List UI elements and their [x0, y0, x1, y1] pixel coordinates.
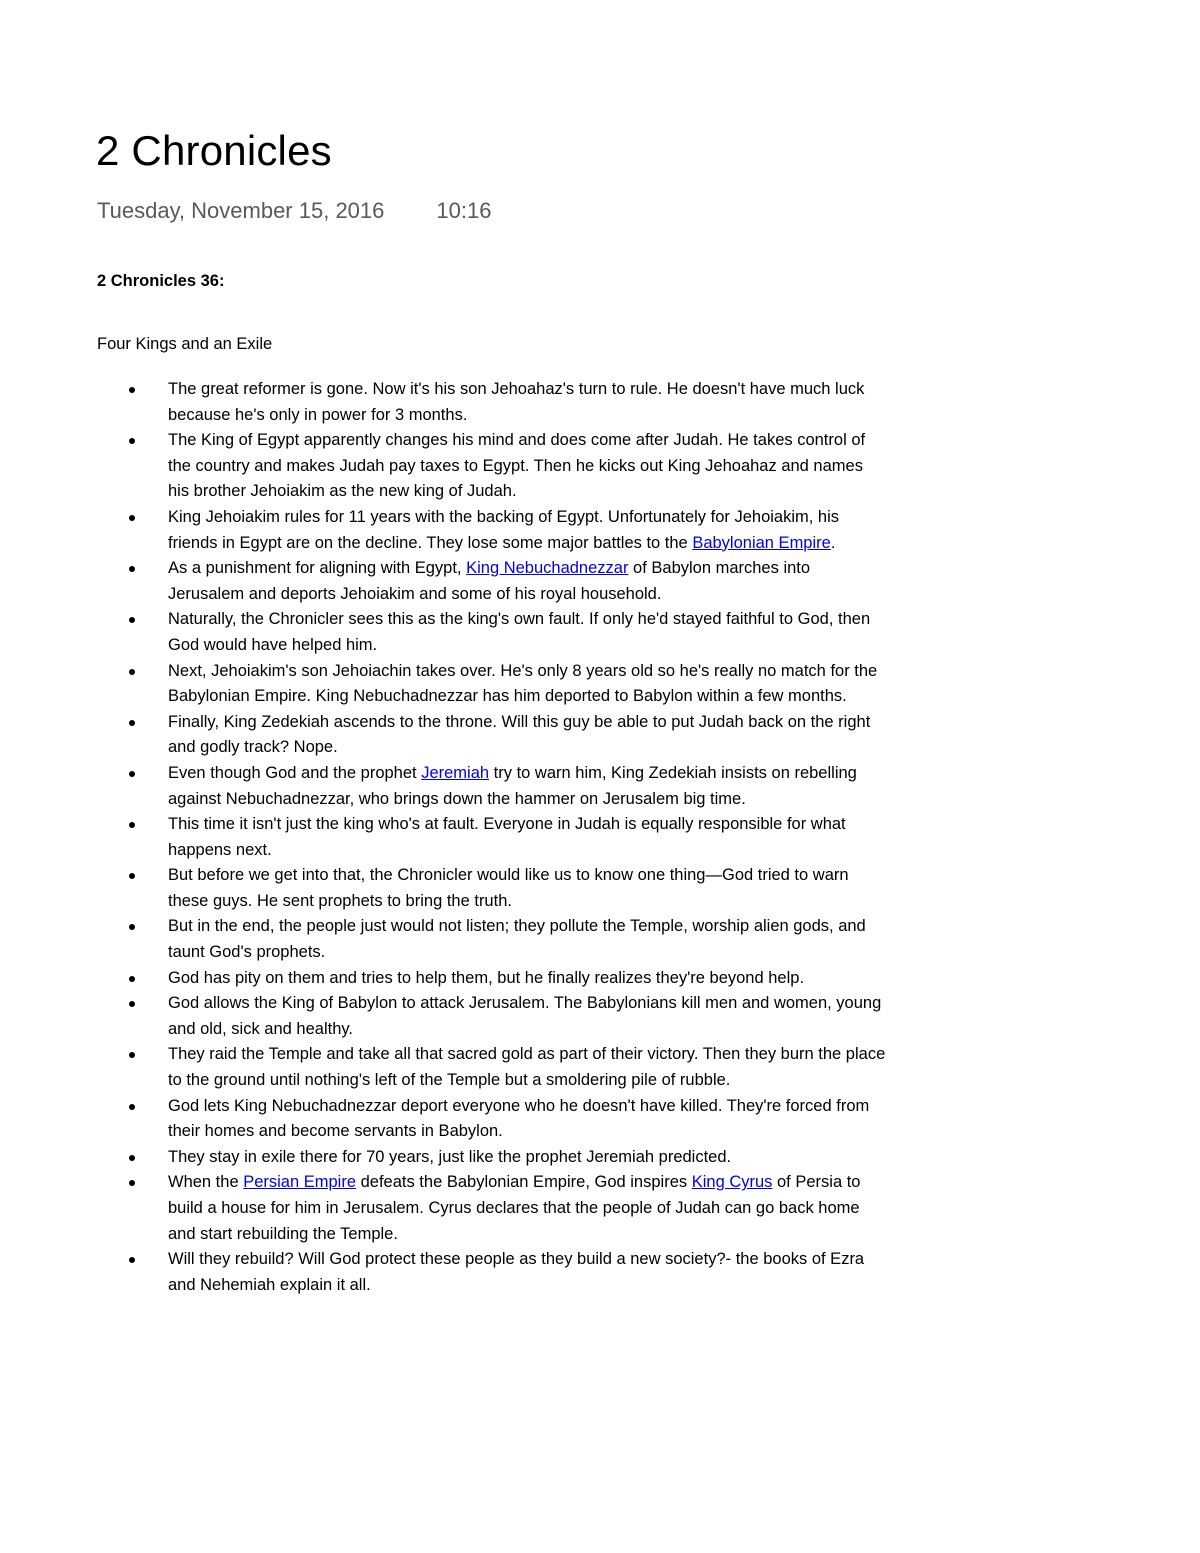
bullet-icon [129, 1001, 135, 1007]
bullet-icon [129, 515, 135, 521]
subheading: Four Kings and an Exile [97, 335, 273, 353]
inline-link[interactable]: Persian Empire [243, 1173, 357, 1192]
bullet-text: God has pity on them and tries to help them, but he finally realizes they're beyond help. [168, 968, 805, 987]
bullet-text: But in the end, the people just would not listen; they pollute the Temple, worship alien gods, and taunt God's prophets. [168, 917, 866, 962]
list-item [168, 659, 888, 710]
list-item [168, 1145, 888, 1171]
bullet-icon [129, 438, 135, 444]
bullet-text: God allows the King of Babylon to attack Jerusalem. The Babylonians kill men and women, young and old, sick and healthy. [168, 994, 882, 1038]
list-item [168, 812, 888, 863]
bullet-icon [129, 1180, 135, 1186]
list-item [168, 863, 888, 914]
inline-link[interactable]: Babylonian Empire [692, 533, 831, 552]
bullet-text: . [830, 533, 836, 552]
bullet-text: They stay in exile there for 70 years, just like the prophet Jeremiah predicted. [168, 1147, 732, 1166]
list-item [168, 505, 888, 556]
bullet-text: As a punishment for aligning with Egypt, [168, 559, 467, 578]
list-item [168, 710, 888, 761]
bullet-icon [129, 1052, 135, 1058]
list-item [168, 991, 888, 1042]
page-date: Tuesday, November 15, 2016 [97, 198, 385, 223]
bullet-text: of Babylon marches into Jerusalem and deports Jehoiakim and some of his royal household. [168, 559, 811, 603]
list-item [168, 428, 888, 505]
list-item [168, 377, 888, 428]
bullet-icon [129, 617, 135, 623]
section-heading: 2 Chronicles 36: [97, 272, 225, 290]
bullet-icon [129, 976, 135, 982]
bullet-text: Even though God and the prophet [168, 763, 422, 782]
list-item [168, 607, 888, 658]
bullet-text: Next, Jehoiakim's son Jehoiachin takes over. He's only 8 years old so he's really no match for the Babylonian Empire. King Nebuchadnezzar has him deported to Babylon within a few months. [168, 661, 878, 706]
bullet-text: Naturally, the Chronicler sees this as the king's own fault. If only he'd stayed faithful to God, then God would have helped him. [168, 610, 871, 654]
list-item [168, 556, 888, 607]
list-item [168, 1042, 888, 1093]
bullet-text: God lets King Nebuchadnezzar deport everyone who he doesn't have killed. They're forced from their homes and become servants in Babylon. [168, 1096, 870, 1141]
list-item [168, 1170, 888, 1247]
bullet-text: of Persia to build a house for him in Jerusalem. Cyrus declares that the people of Judah can go back home and start rebuilding the Temple. [168, 1173, 861, 1243]
bullet-text: This time it isn't just the king who's at fault. Everyone in Judah is equally responsible for what happens next. [168, 815, 846, 859]
bullet-text: They raid the Temple and take all that sacred gold as part of their victory. Then they burn the place to the ground until nothing's left of the Temple but a smoldering pile of rubble. [168, 1045, 886, 1090]
inline-link[interactable]: Jeremiah [421, 763, 490, 782]
bullet-icon [129, 873, 135, 879]
page-title: 2 Chronicles [96, 127, 332, 174]
bullet-icon [129, 1104, 135, 1110]
list-item [168, 914, 888, 965]
bullet-icon [129, 566, 135, 572]
bullet-text: King Jehoiakim rules for 11 years with the backing of Egypt. Unfortunately for Jehoiakim, his friends in Egypt are on the decline. They lose some major battles to the [168, 507, 840, 552]
bullet-text: defeats the Babylonian Empire, God inspires [356, 1173, 692, 1192]
bullet-text: Will they rebuild? Will God protect these people as they build a new society?- the books of Ezra and Nehemiah explain it all. [168, 1250, 865, 1294]
page-time: 10:16 [436, 198, 492, 223]
list-item [168, 1094, 888, 1145]
bullet-list [168, 377, 888, 1298]
bullet-icon [129, 669, 135, 675]
bullet-text: The great reformer is gone. Now it's his son Jehoahaz's turn to rule. He doesn't have much luck because he's only in power for 3 months. [168, 380, 865, 424]
bullet-icon [129, 822, 135, 828]
bullet-icon [129, 1155, 135, 1161]
bullet-text: Finally, King Zedekiah ascends to the throne. Will this guy be able to put Judah back on the right and godly track? Nope. [168, 712, 871, 757]
page-meta [97, 198, 491, 224]
bullet-icon [129, 771, 135, 777]
bullet-icon [129, 1257, 135, 1263]
bullet-icon [129, 720, 135, 726]
list-item [168, 761, 888, 812]
bullet-icon [129, 924, 135, 930]
list-item [168, 1247, 888, 1298]
bullet-text: try to warn him, King Zedekiah insists on rebelling against Nebuchadnezzar, who brings down the hammer on Jerusalem big time. [168, 763, 857, 808]
bullet-text: But before we get into that, the Chronicler would like us to know one thing—God tried to warn these guys. He sent prophets to bring the truth. [168, 866, 849, 910]
bullet-text: The King of Egypt apparently changes his mind and does come after Judah. He takes control of the country and makes Judah pay taxes to Egypt. Then he kicks out King Jehoahaz and names his brother Jehoiakim as the new king of Judah. [168, 431, 866, 501]
inline-link[interactable]: King Cyrus [691, 1173, 773, 1192]
list-item [168, 966, 888, 992]
bullet-icon [129, 387, 135, 393]
inline-link[interactable]: King Nebuchadnezzar [466, 559, 629, 578]
bullet-text: When the [168, 1173, 244, 1192]
